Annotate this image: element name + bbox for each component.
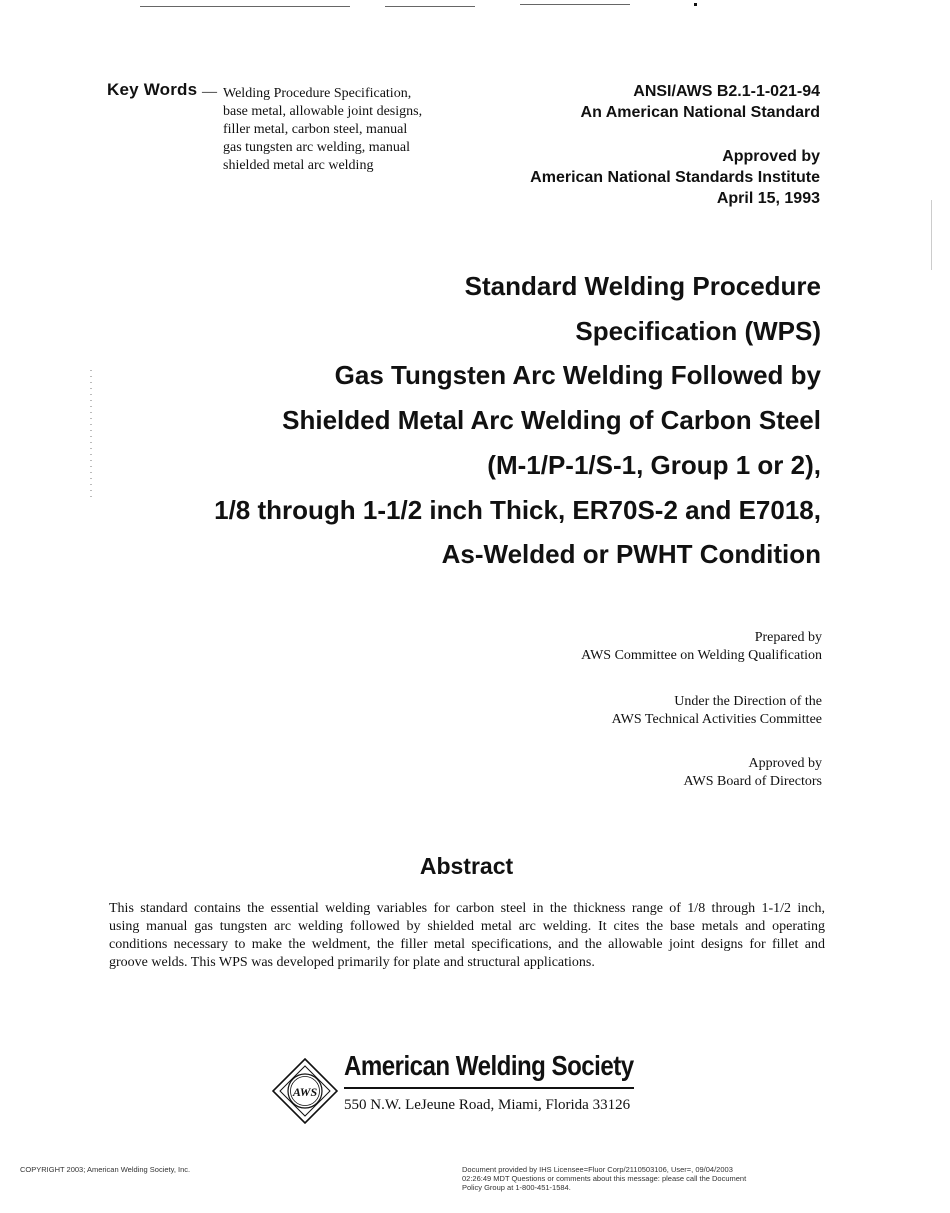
keywords-line: shielded metal arc welding <box>223 158 374 173</box>
title-line: (M-1/P-1/S-1, Group 1 or 2), <box>487 449 821 480</box>
board-approved-label: Approved by <box>748 756 822 771</box>
abstract-line: This standard contains the essential welding variables for carbon steel in the thickness range of 1/8 through 1-1/2 inch, <box>109 901 825 916</box>
title-line: Specification (WPS) <box>575 315 821 346</box>
footer-copyright: COPYRIGHT 2003; American Welding Society, Inc. <box>20 1165 191 1174</box>
title-line: Standard Welding Procedure <box>464 271 821 301</box>
abstract-line: conditions necessary to make the weldment, the filler metal specifications, and the allowable joint designs for fillet and <box>109 937 825 952</box>
publisher-rule <box>344 1087 634 1089</box>
footer-notice <box>462 1165 762 1192</box>
approval-line: American National Standards Institute <box>530 169 820 186</box>
edge-scan-mark <box>931 200 932 270</box>
direction-label: Under the Direction of the <box>674 694 822 709</box>
footer-notice-line: Document provided by IHS Licensee=Fluor Corp/2110503106, User=, 09/04/2003 <box>462 1165 733 1174</box>
keywords-label: Key Words <box>107 80 198 99</box>
approval-line: Approved by <box>722 148 820 165</box>
aws-logo <box>272 1058 338 1124</box>
approval-block <box>530 146 820 209</box>
keywords-list <box>223 85 463 175</box>
scan-rule <box>385 6 475 7</box>
title-line: As-Welded or PWHT Condition <box>441 539 821 570</box>
direction-block <box>612 693 822 729</box>
aws-logo-text: AWS <box>292 1085 318 1099</box>
publisher-name: American Welding Society <box>344 1050 634 1081</box>
prepared-committee: AWS Committee on Welding Qualification <box>581 648 822 663</box>
publisher-address: 550 N.W. LeJeune Road, Miami, Florida 33126 <box>344 1097 631 1113</box>
title-line: Shielded Metal Arc Welding of Carbon Steel <box>282 405 821 436</box>
scan-rule <box>520 4 630 5</box>
document-title <box>214 264 821 577</box>
abstract-line: groove welds. This WPS was developed primarily for plate and structural applications. <box>109 955 595 970</box>
scan-dot <box>694 3 697 6</box>
keywords-line: base metal, allowable joint designs, <box>223 104 423 119</box>
title-line: Gas Tungsten Arc Welding Followed by <box>334 360 821 391</box>
direction-committee: AWS Technical Activities Committee <box>611 712 822 727</box>
designation-block <box>581 81 820 123</box>
title-line: 1/8 through 1-1/2 inch Thick, ER70S-2 and E7018, <box>214 494 821 525</box>
footer-notice-line: 02:26:49 MDT Questions or comments about this message: please call the Document <box>462 1174 747 1183</box>
abstract-line: using manual gas tungsten arc welding followed by shielded metal arc welding. It cites the base metals and operating <box>109 919 825 934</box>
footer-notice-line: Policy Group at 1-800-451-1584. <box>462 1183 571 1192</box>
aws-diamond-icon <box>272 1058 338 1124</box>
prepared-by-label: Prepared by <box>754 630 822 645</box>
approval-date: April 15, 1993 <box>716 190 820 207</box>
standard-code: ANSI/AWS B2.1-1-021-94 <box>633 83 820 100</box>
margin-scan-marks <box>90 370 92 500</box>
abstract-body <box>109 900 825 972</box>
standard-type: An American National Standard <box>580 104 820 121</box>
keywords-line: Welding Procedure Specification, <box>223 86 412 101</box>
board-name: AWS Board of Directors <box>683 774 822 789</box>
abstract-heading: Abstract <box>419 853 514 879</box>
scan-rule <box>140 6 350 7</box>
keywords-line: gas tungsten arc welding, manual <box>223 140 411 155</box>
keywords-dash: — <box>202 84 217 100</box>
keywords-line: filler metal, carbon steel, manual <box>223 122 408 137</box>
board-approval-block <box>684 755 822 791</box>
prepared-block <box>581 629 822 665</box>
